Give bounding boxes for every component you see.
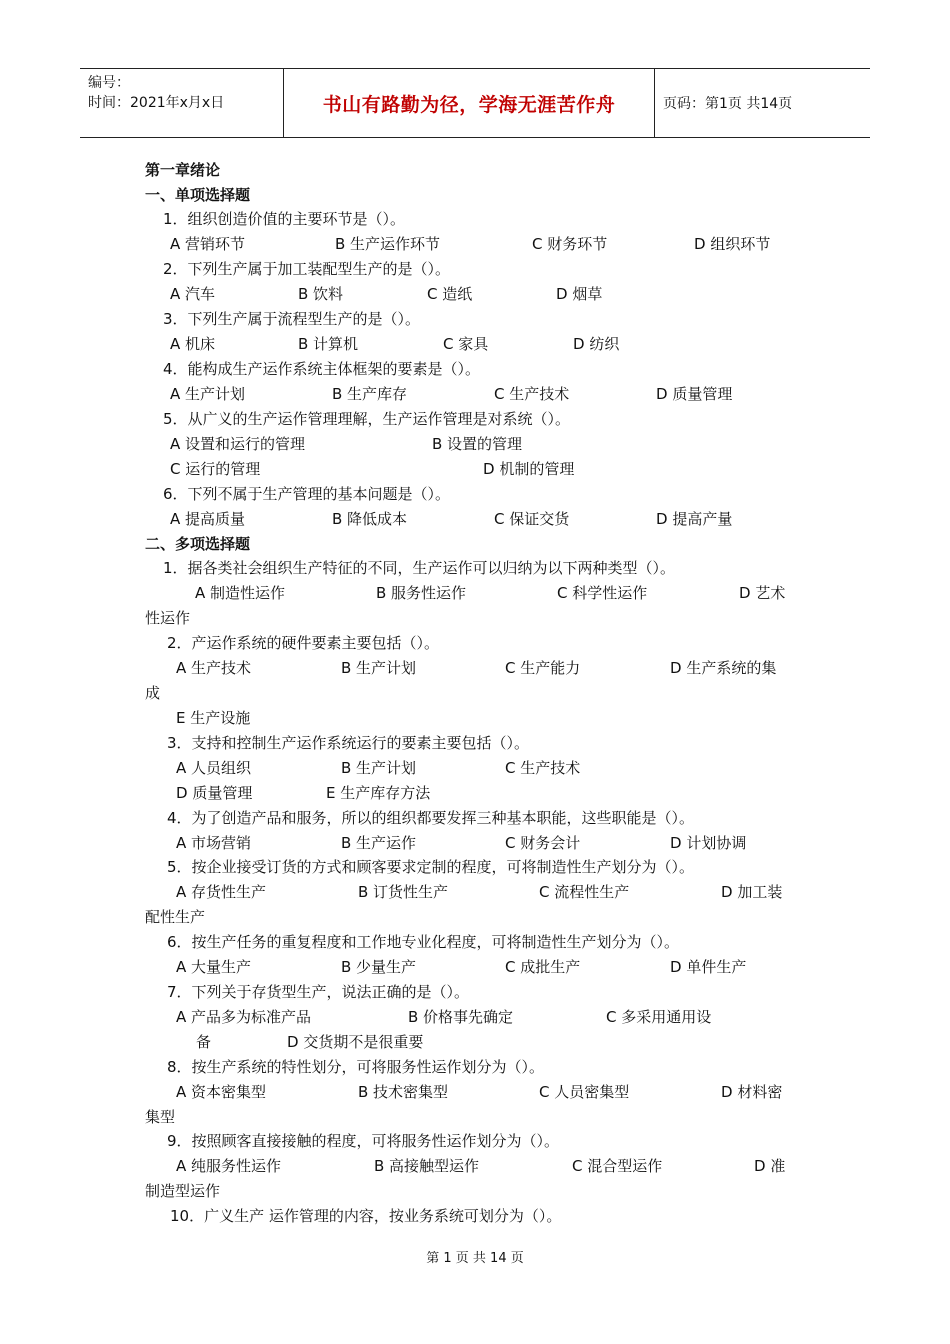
question: 10．广义生产 运作管理的内容，按业务系统可划分为（）。 — [170, 1207, 562, 1225]
option: A 资本密集型 — [176, 1083, 267, 1101]
question: 4．为了创造产品和服务，所以的组织都要发挥三种基本职能，这些职能是（）。 — [167, 809, 695, 827]
option: A 汽车 — [170, 285, 216, 303]
section-title-single: 一、单项选择题 — [145, 186, 251, 204]
option: A 产品多为标准产品 — [176, 1008, 312, 1026]
option: D 单件生产 — [670, 958, 747, 976]
header-meta — [80, 69, 283, 137]
option: A 大量生产 — [176, 958, 252, 976]
option: C 保证交货 — [494, 510, 570, 528]
page-header — [80, 68, 870, 138]
option: C 造纸 — [427, 285, 473, 303]
option: C 财务会计 — [505, 834, 581, 852]
option: C 财务环节 — [532, 235, 608, 253]
option: C 家具 — [443, 335, 489, 353]
option: D 提高产量 — [656, 510, 733, 528]
option: E 生产库存方法 — [326, 784, 431, 802]
option: A 生产技术 — [176, 659, 252, 677]
option: B 技术密集型 — [358, 1083, 449, 1101]
option: D 烟草 — [556, 285, 603, 303]
question: 5．从广义的生产运作管理理解，生产运作管理是对系统（）。 — [163, 410, 571, 428]
option: C 科学性运作 — [557, 584, 648, 602]
option: C 人员密集型 — [539, 1083, 630, 1101]
option: B 少量生产 — [341, 958, 417, 976]
option-continuation: 集型 — [145, 1108, 176, 1126]
option-continuation: 备 — [196, 1033, 212, 1051]
option: A 制造性运作 — [195, 584, 286, 602]
option: B 生产计划 — [341, 759, 417, 777]
question: 2．产运作系统的硬件要素主要包括（）。 — [167, 634, 440, 652]
option: C 成批生产 — [505, 958, 581, 976]
option: A 纯服务性运作 — [176, 1157, 282, 1175]
option: B 生产运作 — [341, 834, 417, 852]
option: D 质量管理 — [656, 385, 733, 403]
number-label: 编号： — [88, 75, 130, 91]
option: D 计划协调 — [670, 834, 747, 852]
option: D 交货期不是很重要 — [287, 1033, 424, 1051]
option: D 准 — [754, 1157, 786, 1175]
option: D 质量管理 — [176, 784, 253, 802]
option-continuation: 成 — [145, 684, 161, 702]
option-continuation: 制造型运作 — [145, 1182, 221, 1200]
option: D 组织环节 — [694, 235, 771, 253]
option: B 生产计划 — [341, 659, 417, 677]
question: 6．按生产任务的重复程度和工作地专业化程度，可将制造性生产划分为（）。 — [167, 933, 680, 951]
option: B 降低成本 — [332, 510, 408, 528]
question: 4．能构成生产运作系统主体框架的要素是（）。 — [163, 360, 481, 378]
question: 1．据各类社会组织生产特征的不同，生产运作可以归纳为以下两种类型（）。 — [163, 559, 676, 577]
option: A 机床 — [170, 335, 216, 353]
option: A 设置和运行的管理 — [170, 435, 306, 453]
option: A 市场营销 — [176, 834, 252, 852]
question: 8．按生产系统的特性划分，可将服务性运作划分为（）。 — [167, 1058, 545, 1076]
question: 3．支持和控制生产运作系统运行的要素主要包括（）。 — [167, 734, 530, 752]
option: E 生产设施 — [176, 709, 251, 727]
question: 2．下列生产属于加工装配型生产的是（）。 — [163, 260, 451, 278]
option: D 生产系统的集 — [670, 659, 777, 677]
option: B 计算机 — [298, 335, 359, 353]
option: B 饮料 — [298, 285, 344, 303]
option: B 服务性运作 — [376, 584, 467, 602]
option-continuation: 性运作 — [145, 609, 191, 627]
question: 3．下列生产属于流程型生产的是（）。 — [163, 310, 421, 328]
option: A 营销环节 — [170, 235, 246, 253]
option-continuation: 配性生产 — [145, 908, 206, 926]
option: C 混合型运作 — [572, 1157, 663, 1175]
option: B 价格事先确定 — [408, 1008, 514, 1026]
question: 5．按企业接受订货的方式和顾客要求定制的程度，可将制造性生产划分为（）。 — [167, 858, 695, 876]
section-title-multiple: 二、多项选择题 — [145, 535, 251, 553]
header-page-info-cell — [655, 69, 870, 137]
question: 1．组织创造价值的主要环节是（）。 — [163, 210, 406, 228]
option: A 人员组织 — [176, 759, 252, 777]
page-footer: 第 1 页 共 14 页 — [426, 1251, 524, 1266]
question: 7．下列关于存货型生产，说法正确的是（）。 — [167, 983, 470, 1001]
option: C 流程性生产 — [539, 883, 630, 901]
option: A 生产计划 — [170, 385, 246, 403]
question: 9．按照顾客直接接触的程度，可将服务性运作划分为（）。 — [167, 1132, 560, 1150]
option: A 提高质量 — [170, 510, 246, 528]
time-label: 时间：2021年x月x日 — [88, 95, 225, 111]
option: A 存货性生产 — [176, 883, 267, 901]
option: D 纺织 — [573, 335, 620, 353]
option: C 生产能力 — [505, 659, 581, 677]
option: C 生产技术 — [505, 759, 581, 777]
page-info: 页码：第1页 共14页 — [663, 96, 793, 112]
option: D 艺术 — [739, 584, 786, 602]
option: B 订货性生产 — [358, 883, 449, 901]
motto: 书山有路勤为径，学海无涯苦作舟 — [322, 93, 616, 116]
option: C 运行的管理 — [170, 460, 261, 478]
chapter-title: 第一章绪论 — [145, 161, 221, 179]
option: B 生产库存 — [332, 385, 408, 403]
option: B 高接触型运作 — [374, 1157, 480, 1175]
option: D 加工装 — [721, 883, 783, 901]
option: B 生产运作环节 — [335, 235, 441, 253]
option: C 多采用通用设 — [606, 1008, 712, 1026]
header-motto-cell — [283, 69, 655, 137]
question: 6．下列不属于生产管理的基本问题是（）。 — [163, 485, 451, 503]
option: B 设置的管理 — [432, 435, 523, 453]
option: C 生产技术 — [494, 385, 570, 403]
option: D 机制的管理 — [483, 460, 575, 478]
option: D 材料密 — [721, 1083, 783, 1101]
